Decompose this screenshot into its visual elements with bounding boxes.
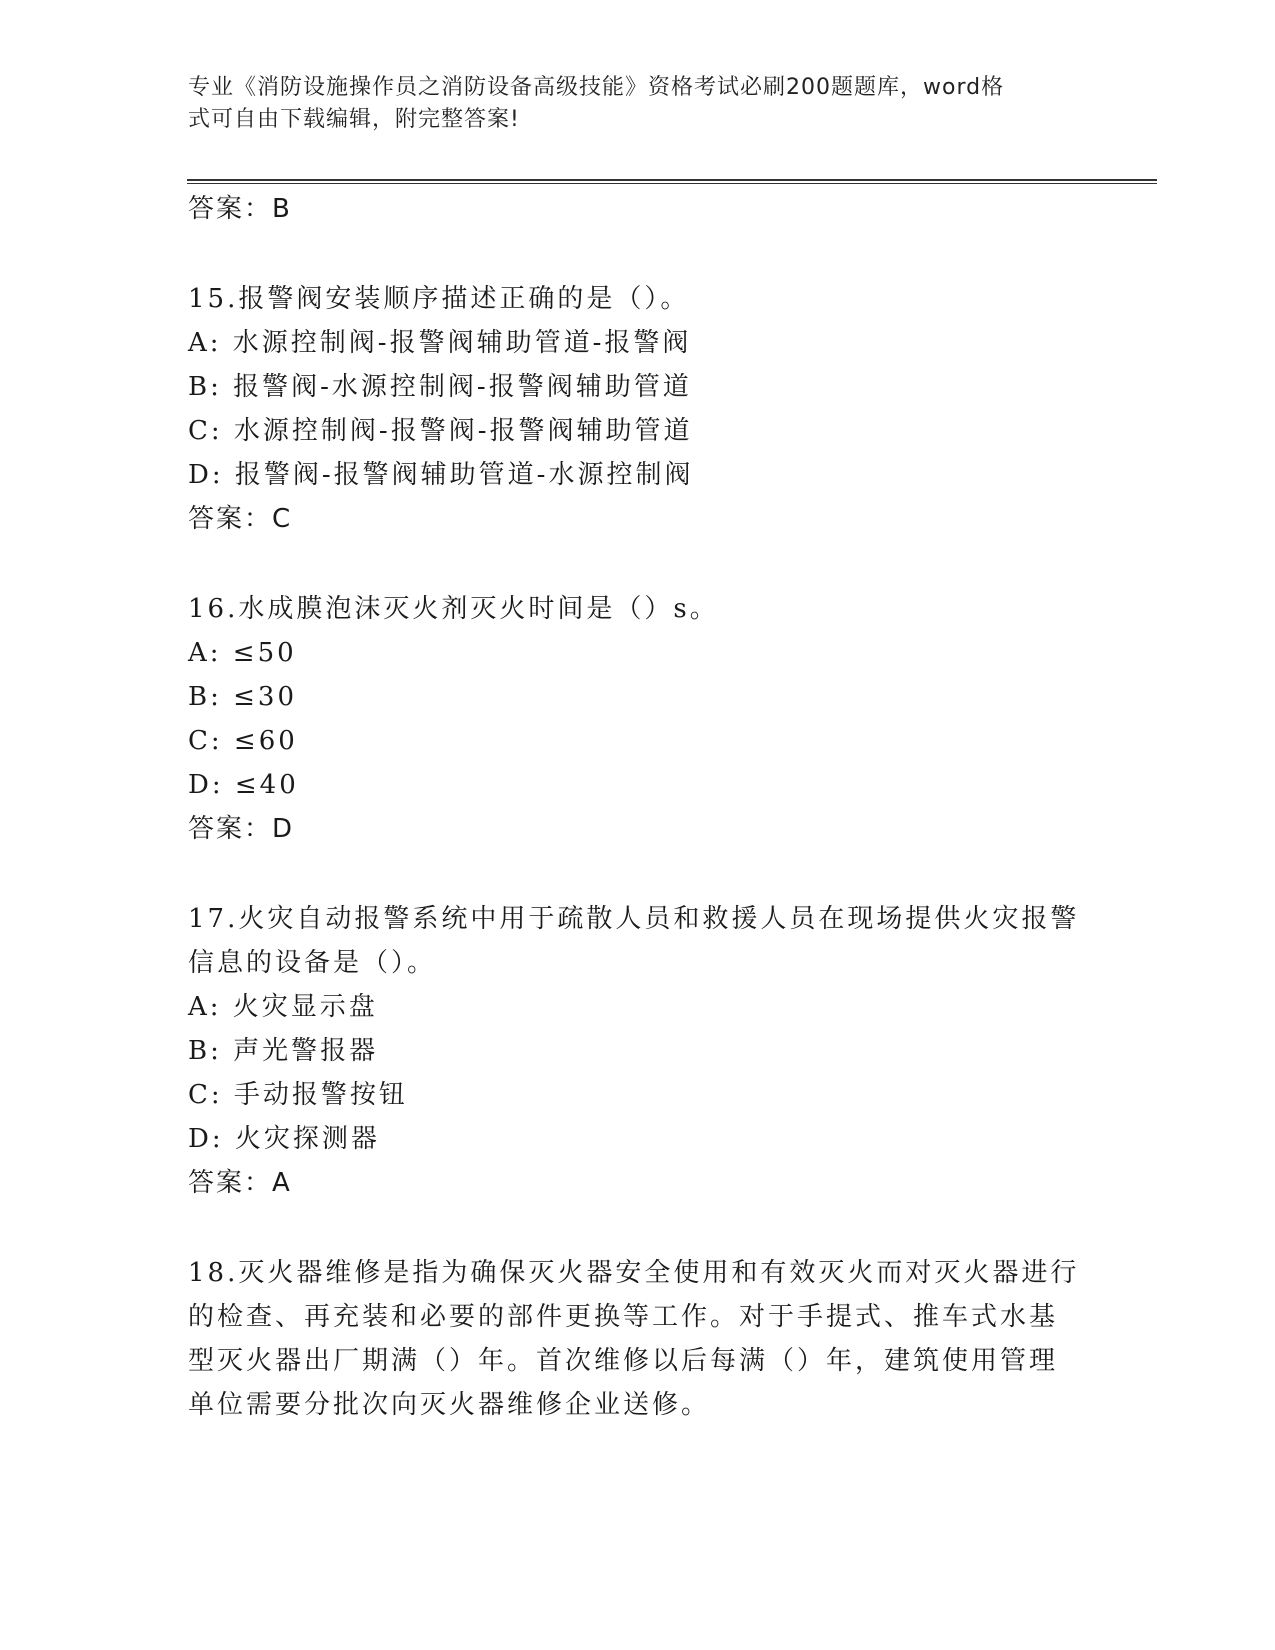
question-stem: 15.报警阀安装顺序描述正确的是（）。 [188, 284, 690, 314]
option-d: D: ≤40 [188, 770, 299, 800]
option-c: C: ≤60 [188, 726, 298, 756]
option-a: A: 水源控制阀-报警阀辅助管道-报警阀 [188, 328, 692, 358]
answer-line: 答案：A [188, 1168, 292, 1198]
question-stem-continued: 型灭火器出厂期满（）年。首次维修以后每满（）年，建筑使用管理 [188, 1346, 1059, 1376]
option-b: B: 声光警报器 [188, 1036, 379, 1066]
question-stem-continued: 的检查、再充装和必要的部件更换等工作。对于手提式、推车式水基 [188, 1302, 1059, 1332]
question-stem-continued: 单位需要分批次向灭火器维修企业送修。 [188, 1390, 711, 1420]
question-stem: 16.水成膜泡沫灭火剂灭火时间是（）s。 [188, 594, 719, 624]
document-header [188, 72, 1068, 136]
header-line-2: 式可自由下载编辑，附完整答案! [188, 107, 520, 132]
header-divider [187, 179, 1157, 184]
question-stem: 18.灭火器维修是指为确保灭火器安全使用和有效灭火而对灭火器进行 [188, 1258, 1080, 1288]
option-a: A: ≤50 [188, 638, 297, 668]
option-a: A: 火灾显示盘 [188, 992, 378, 1022]
option-c: C: 手动报警按钮 [188, 1080, 408, 1110]
answer-line: 答案：C [188, 504, 293, 534]
question-stem: 17.火灾自动报警系统中用于疏散人员和救援人员在现场提供火灾报警 [188, 904, 1080, 934]
option-d: D: 火灾探测器 [188, 1124, 380, 1154]
option-b: B: ≤30 [188, 682, 297, 712]
question-stem-continued: 信息的设备是（）。 [188, 948, 437, 978]
header-line-1: 专业《消防设施操作员之消防设备高级技能》资格考试必刷200题题库，word格 [188, 75, 1005, 100]
answer-line: 答案：D [188, 814, 295, 844]
option-d: D: 报警阀-报警阀辅助管道-水源控制阀 [188, 460, 694, 490]
option-b: B: 报警阀-水源控制阀-报警阀辅助管道 [188, 372, 692, 402]
answer-line: 答案：B [188, 194, 292, 224]
option-c: C: 水源控制阀-报警阀-报警阀辅助管道 [188, 416, 693, 446]
